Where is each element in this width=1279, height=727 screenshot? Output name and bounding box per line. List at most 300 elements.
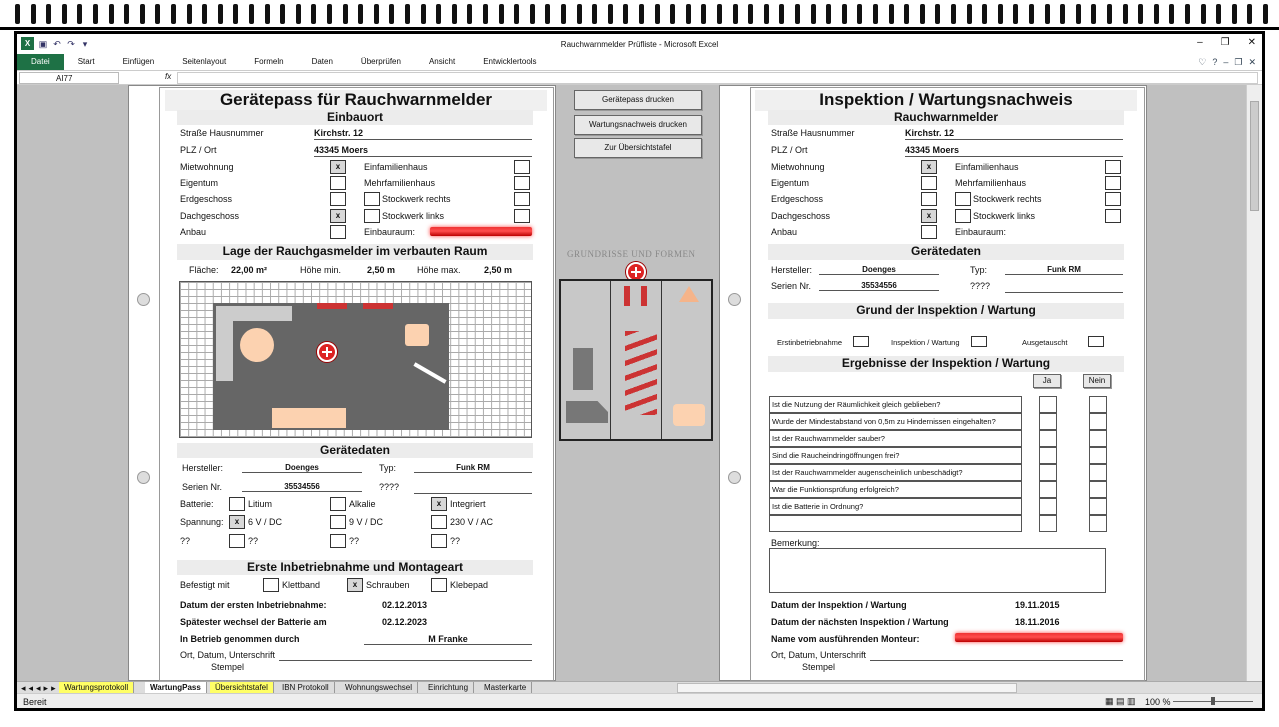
eigentum-label: Eigentum: [180, 178, 219, 188]
palette-divider: [661, 281, 662, 439]
tab-entwicklertools[interactable]: Entwicklertools: [483, 57, 537, 66]
lage-heading: Lage der Rauchgasmelder im verbauten Raum: [177, 244, 533, 260]
r-stockwerk-links-label: Stockwerk links: [973, 211, 1036, 221]
ort-label: Ort, Datum, Unterschrift: [180, 650, 276, 660]
spiral-ring: [998, 4, 1003, 24]
punch-hole: [137, 293, 150, 306]
spiral-ring: [1169, 4, 1174, 24]
monteur-highlight[interactable]: [955, 633, 1123, 642]
plz-line: [314, 156, 532, 157]
klebepad-checkbox[interactable]: [431, 578, 447, 592]
uebersichtstafel-button[interactable]: Zur Übersichtstafel: [574, 138, 702, 158]
excel-icon[interactable]: X: [21, 37, 34, 50]
spiral-ring: [1013, 4, 1018, 24]
r-erdgeschoss-label: Erdgeschoss: [771, 194, 824, 204]
r-stockwerk-rechts-label: Stockwerk rechts: [973, 194, 1042, 204]
getauscht-checkbox[interactable]: [1088, 336, 1104, 347]
scroll-thumb[interactable]: [1250, 101, 1259, 211]
ja-checkbox[interactable]: [1039, 481, 1057, 498]
window-mark: [363, 303, 393, 309]
flaeche-label: Fläche:: [189, 265, 219, 275]
r-plz-label: PLZ / Ort: [771, 145, 808, 155]
notebook-spiral: [0, 0, 1279, 30]
street-line: [314, 139, 532, 140]
ja-checkbox[interactable]: [1039, 430, 1057, 447]
v9-checkbox[interactable]: [330, 515, 346, 529]
r-einfamilienhaus-label: Einfamilienhaus: [955, 162, 1019, 172]
shape-window[interactable]: [641, 286, 647, 306]
expand-ribbon-icon[interactable]: ♡: [1198, 57, 1207, 67]
title-bar: [17, 34, 1262, 54]
betrieb-value[interactable]: M Franke: [364, 634, 532, 645]
status-bar: [17, 693, 1262, 708]
r-street-line: [905, 139, 1123, 140]
eigentum-checkbox[interactable]: [330, 176, 346, 190]
round-table: [240, 328, 274, 362]
spiral-ring: [795, 4, 800, 24]
right-title: Inspektion / Wartungsnachweis: [755, 90, 1137, 111]
inspektion-datum-label: Datum der Inspektion / Wartung: [771, 600, 907, 610]
shape-triangle[interactable]: [679, 286, 699, 302]
naechste-datum: 18.11.2016: [1015, 617, 1060, 627]
wall-piece: [216, 306, 292, 321]
r-stockwerk-rechts-checkbox[interactable]: [1105, 192, 1121, 206]
worksheet[interactable]: [17, 85, 1249, 681]
r-dachgeschoss-checkbox[interactable]: x: [921, 209, 937, 223]
spiral-ring: [530, 4, 535, 24]
einbauort-heading: Einbauort: [177, 110, 533, 125]
palette-divider: [610, 281, 611, 439]
r-serien-value[interactable]: 35534556: [819, 281, 939, 291]
tab-nav-arrows[interactable]: ◂◂◂▸▸: [21, 683, 59, 693]
spiral-ring: [967, 4, 972, 24]
spiral-ring: [1154, 4, 1159, 24]
plz-value: 43345 Moers: [314, 145, 369, 155]
nein-checkbox[interactable]: [1089, 498, 1107, 515]
hmax-label: Höhe max.: [417, 265, 461, 275]
geraetepass-drucken-button[interactable]: Gerätepass drucken: [574, 90, 702, 110]
stockwerk-rechts-label: Stockwerk rechts: [382, 194, 451, 204]
spiral-ring: [499, 4, 504, 24]
spiral-ring: [686, 4, 691, 24]
r-street-value: Kirchstr. 12: [905, 128, 955, 138]
ort-line: [279, 660, 532, 661]
tab-ueberpruefen[interactable]: Überprüfen: [360, 57, 401, 66]
save-icon[interactable]: ▣: [38, 38, 48, 49]
shape-window[interactable]: [624, 286, 630, 306]
view-buttons[interactable]: ▦ ▤ ▥: [1105, 696, 1136, 706]
einbauraum-label: Einbauraum:: [364, 227, 416, 237]
question-row[interactable]: Ist die Nutzung der Räumlichkeit gleich geblieben?: [769, 396, 1022, 413]
nein-checkbox[interactable]: [1089, 464, 1107, 481]
spiral-ring: [311, 4, 316, 24]
anbau-checkbox[interactable]: [330, 225, 346, 239]
spiral-ring: [1091, 4, 1096, 24]
spiral-ring: [1076, 4, 1081, 24]
name-box[interactable]: AI77: [19, 72, 119, 84]
spiral-ring: [811, 4, 816, 24]
hersteller-value[interactable]: Doenges: [242, 463, 362, 473]
stockwerk-links-label: Stockwerk links: [382, 211, 445, 221]
inbetriebnahme-label: Datum der ersten Inbetriebnahme:: [180, 600, 327, 610]
nein-checkbox[interactable]: [1089, 481, 1107, 498]
flaeche-value: 22,00 m²: [231, 265, 268, 275]
tab-ansicht[interactable]: Ansicht: [428, 57, 456, 66]
redo-icon[interactable]: ↷: [67, 38, 75, 49]
plz-label: PLZ / Ort: [180, 145, 217, 155]
spiral-ring: [296, 4, 301, 24]
mietwohnung-checkbox[interactable]: x: [330, 160, 346, 174]
r-erdgeschoss-checkbox[interactable]: [921, 192, 937, 206]
getauscht-label: Ausgetauscht: [1022, 338, 1068, 347]
tab-datei[interactable]: Datei: [17, 54, 64, 70]
stockwerk-links-box[interactable]: [364, 209, 380, 223]
qq-label: ??: [180, 536, 191, 546]
spiral-ring: [545, 4, 550, 24]
spiral-ring: [639, 4, 644, 24]
fx-icon[interactable]: fx: [165, 72, 172, 81]
spiral-ring: [389, 4, 394, 24]
close-doc-icon[interactable]: ✕: [1248, 57, 1256, 67]
stempel-label: Stempel: [211, 662, 245, 672]
batterie-wechsel-label: Spätester wechsel der Batterie am: [180, 617, 327, 627]
spiral-ring: [374, 4, 379, 24]
sheet-tab-ibn-protokoll[interactable]: IBN Protokoll: [277, 682, 335, 694]
spiral-ring: [249, 4, 254, 24]
spiral-ring: [1185, 4, 1190, 24]
tab-einfuegen[interactable]: Einfügen: [122, 57, 155, 66]
alkalie-checkbox[interactable]: [330, 497, 346, 511]
window-title: Rauchwarnmelder Prüfliste - Microsoft Excel: [560, 40, 719, 49]
r-mietwohnung-checkbox[interactable]: x: [921, 160, 937, 174]
r-ort-label: Ort, Datum, Unterschrift: [771, 650, 867, 660]
spiral-ring: [826, 4, 831, 24]
spiral-ring: [935, 4, 940, 24]
r-serien-label: Serien Nr.: [771, 281, 812, 291]
r-eigentum-checkbox[interactable]: [921, 176, 937, 190]
befestigt-label: Befestigt mit: [180, 580, 230, 590]
question-row[interactable]: Sind die Raucheindringöffnungen frei?: [769, 447, 1022, 464]
serien-value[interactable]: 35534556: [242, 482, 362, 492]
nein-checkbox[interactable]: [1089, 430, 1107, 447]
mehrfamilienhaus-label: Mehrfamilienhaus: [364, 178, 436, 188]
spiral-ring: [421, 4, 426, 24]
ja-checkbox[interactable]: [1039, 413, 1057, 430]
ja-checkbox[interactable]: [1039, 396, 1057, 413]
spiral-ring: [748, 4, 753, 24]
schrauben-label: Schrauben: [366, 580, 410, 590]
einbauraum-highlight[interactable]: [430, 227, 532, 236]
spiral-ring: [1107, 4, 1112, 24]
spiral-ring: [280, 4, 285, 24]
spiral-ring: [155, 4, 160, 24]
spiral-ring: [842, 4, 847, 24]
r-geraetedaten-heading: Gerätedaten: [768, 244, 1124, 260]
shape-rect[interactable]: [573, 348, 593, 390]
spiral-ring: [670, 4, 675, 24]
inbetrieb-heading: Erste Inbetriebnahme und Montageart: [177, 560, 533, 575]
zoom-level: 100 %: [1145, 697, 1171, 707]
question-row[interactable]: Ist der Rauchwarnmelder augenscheinlich unbeschädigt?: [769, 464, 1022, 481]
status-ready: Bereit: [23, 697, 47, 707]
r-hersteller-value[interactable]: Doenges: [819, 265, 939, 275]
integriert-checkbox[interactable]: x: [431, 497, 447, 511]
v230-checkbox[interactable]: [431, 515, 447, 529]
window-mark: [317, 303, 347, 309]
spiral-ring: [358, 4, 363, 24]
minimize-icon[interactable]: –: [1197, 37, 1203, 48]
ja-header[interactable]: Ja: [1033, 374, 1061, 388]
help-icon[interactable]: ?: [1212, 57, 1218, 67]
shape-stairs[interactable]: [625, 331, 657, 415]
nein-checkbox[interactable]: [1089, 515, 1107, 532]
question-row[interactable]: War die Funktionsprüfung erfolgreich?: [769, 481, 1022, 498]
horizontal-scrollbar[interactable]: [677, 683, 1017, 693]
spiral-ring: [171, 4, 176, 24]
einfamilienhaus-label: Einfamilienhaus: [364, 162, 428, 172]
batterie-wechsel-date: 02.12.2023: [382, 617, 428, 627]
tab-seitenlayout[interactable]: Seitenlayout: [182, 57, 227, 66]
nein-header[interactable]: Nein: [1083, 374, 1111, 388]
restore-icon[interactable]: ❐: [1220, 37, 1230, 48]
smoke-detector-icon[interactable]: [317, 342, 337, 362]
vertical-scrollbar[interactable]: [1246, 85, 1262, 681]
punch-hole: [728, 293, 741, 306]
spiral-ring: [436, 4, 441, 24]
r-stockwerk-rechts-box[interactable]: [955, 192, 971, 206]
r-stempel-label: Stempel: [802, 662, 836, 672]
spiral-ring: [779, 4, 784, 24]
r-mehrfamilienhaus-label: Mehrfamilienhaus: [955, 178, 1027, 188]
spiral-ring: [717, 4, 722, 24]
v9-label: 9 V / DC: [349, 517, 384, 527]
ja-checkbox[interactable]: [1039, 498, 1057, 515]
street-label: Straße Hausnummer: [180, 128, 264, 138]
klettband-label: Klettband: [282, 580, 321, 590]
spiral-ring: [77, 4, 82, 24]
betrieb-label: In Betrieb genommen durch: [180, 634, 300, 644]
batterie-label: Batterie:: [180, 499, 214, 509]
r-q4-label: ????: [970, 281, 991, 291]
question-row[interactable]: Wurde der Mindestabstand von 0,5m zu Hindernissen eingehalten?: [769, 413, 1022, 430]
spiral-ring: [764, 4, 769, 24]
spiral-ring: [343, 4, 348, 24]
spiral-ring: [218, 4, 223, 24]
r-einfamilienhaus-checkbox[interactable]: [1105, 160, 1121, 174]
r-stockwerk-links-checkbox[interactable]: [1105, 209, 1121, 223]
r-eigentum-label: Eigentum: [771, 178, 810, 188]
qq-label: ??: [248, 536, 259, 546]
sheet-tab-wohnungswechsel[interactable]: Wohnungswechsel: [340, 682, 418, 694]
stockwerk-rechts-checkbox[interactable]: [514, 192, 530, 206]
typ-label: Typ:: [379, 463, 397, 473]
shape-chair[interactable]: [673, 404, 705, 426]
spiral-ring: [46, 4, 51, 24]
ja-checkbox[interactable]: [1039, 464, 1057, 481]
mehrfamilienhaus-checkbox[interactable]: [514, 176, 530, 190]
stockwerk-links-checkbox[interactable]: [514, 209, 530, 223]
anbau-label: Anbau: [180, 227, 207, 237]
spiral-ring: [904, 4, 909, 24]
spiral-ring: [1247, 4, 1252, 24]
undo-icon[interactable]: ↶: [53, 38, 61, 49]
r-ort-line: [870, 660, 1123, 661]
r-hersteller-label: Hersteller:: [771, 265, 813, 275]
nein-checkbox[interactable]: [1089, 396, 1107, 413]
qq-label: ??: [450, 536, 461, 546]
mietwohnung-label: Mietwohnung: [180, 162, 234, 172]
spannung-label: Spannung:: [180, 517, 224, 527]
bemerkung-label: Bemerkung:: [771, 538, 820, 548]
spiral-ring: [202, 4, 207, 24]
qq-checkbox-1[interactable]: [229, 534, 245, 548]
spiral-ring: [93, 4, 98, 24]
v6-label: 6 V / DC: [248, 517, 283, 527]
spiral-ring: [592, 4, 597, 24]
r-plz-line: [905, 156, 1123, 157]
integriert-label: Integriert: [450, 499, 486, 509]
spiral-ring: [655, 4, 660, 24]
geraetedaten-heading: Gerätedaten: [177, 443, 533, 458]
spiral-ring: [265, 4, 270, 24]
r-anbau-label: Anbau: [771, 227, 798, 237]
customize-icon[interactable]: ▾: [82, 38, 88, 49]
erdgeschoss-label: Erdgeschoss: [180, 194, 233, 204]
q4-label: ????: [379, 482, 400, 492]
spiral-ring: [623, 4, 628, 24]
spiral-ring: [452, 4, 457, 24]
typ-value[interactable]: Funk RM: [414, 463, 532, 473]
min-doc-icon[interactable]: –: [1223, 57, 1229, 67]
spiral-ring: [1216, 4, 1221, 24]
spiral-ring: [1201, 4, 1206, 24]
sheet-tab-wartungpass[interactable]: WartungPass: [145, 682, 207, 694]
spiral-ring: [62, 4, 67, 24]
spiral-ring: [405, 4, 410, 24]
sheet-tab-einrichtung[interactable]: Einrichtung: [423, 682, 474, 694]
hmin-label: Höhe min.: [300, 265, 342, 275]
stockwerk-rechts-box[interactable]: [364, 192, 380, 206]
ribbon-tabs: [17, 54, 1262, 70]
qq-checkbox-3[interactable]: [431, 534, 447, 548]
spiral-ring: [124, 4, 129, 24]
tab-formeln[interactable]: Formeln: [254, 57, 284, 66]
zoom-slider-thumb[interactable]: [1211, 697, 1215, 705]
excel-window: [14, 31, 1265, 711]
question-row-empty[interactable]: [769, 515, 1022, 532]
punch-hole: [728, 471, 741, 484]
r-dachgeschoss-label: Dachgeschoss: [771, 211, 831, 221]
monteur-label: Name vom ausführenden Monteur:: [771, 634, 920, 644]
tab-start[interactable]: Start: [77, 57, 95, 66]
spiral-ring: [873, 4, 878, 24]
spiral-ring: [1045, 4, 1050, 24]
restore-doc-icon[interactable]: ❐: [1234, 57, 1243, 67]
spiral-ring: [187, 4, 192, 24]
qq-checkbox-2[interactable]: [330, 534, 346, 548]
spiral-ring: [561, 4, 566, 24]
spiral-ring: [140, 4, 145, 24]
r-typ-label: Typ:: [970, 265, 988, 275]
sofa: [272, 408, 346, 428]
question-row[interactable]: Ist die Batterie in Ordnung?: [769, 498, 1022, 515]
spiral-ring: [109, 4, 114, 24]
litium-checkbox[interactable]: [229, 497, 245, 511]
r-street-label: Straße Hausnummer: [771, 128, 855, 138]
dachgeschoss-checkbox[interactable]: x: [330, 209, 346, 223]
v6-checkbox[interactable]: x: [229, 515, 245, 529]
sheet-tab-masterkarte[interactable]: Masterkarte: [479, 682, 532, 694]
spiral-ring: [514, 4, 519, 24]
floor-plan-grid[interactable]: [179, 281, 532, 438]
wartungsnachweis-drucken-button[interactable]: Wartungsnachweis drucken: [574, 115, 702, 135]
spiral-ring: [982, 4, 987, 24]
spiral-ring: [577, 4, 582, 24]
inspektion-label: Inspektion / Wartung: [891, 338, 960, 347]
ergebnisse-heading: Ergebnisse der Inspektion / Wartung: [768, 356, 1124, 372]
hmin-value: 2,50 m: [367, 265, 396, 275]
formula-input[interactable]: [177, 72, 1258, 84]
tab-daten[interactable]: Daten: [311, 57, 333, 66]
spiral-ring: [483, 4, 488, 24]
spiral-ring: [951, 4, 956, 24]
spiral-ring: [467, 4, 472, 24]
sheet-tab-wartungsprotokoll[interactable]: Wartungsprotokoll: [59, 682, 134, 694]
spiral-ring: [1123, 4, 1128, 24]
bemerkung-textarea[interactable]: [769, 548, 1106, 593]
qq-label: ??: [349, 536, 360, 546]
formula-bar: [17, 70, 1262, 85]
r-typ-value[interactable]: Funk RM: [1005, 265, 1123, 275]
erst-checkbox[interactable]: [853, 336, 869, 347]
ja-checkbox[interactable]: [1039, 447, 1057, 464]
klebepad-label: Klebepad: [450, 580, 489, 590]
spiral-ring: [15, 4, 20, 24]
inspektion-checkbox[interactable]: [971, 336, 987, 347]
nein-checkbox[interactable]: [1089, 447, 1107, 464]
sheet-tab-uebersichtstafel[interactable]: Übersichtstafel: [210, 682, 274, 694]
erst-label: Erstinbetriebnahme: [777, 338, 843, 347]
r-stockwerk-links-box[interactable]: [955, 209, 971, 223]
spiral-ring: [1060, 4, 1065, 24]
einfamilienhaus-checkbox[interactable]: [514, 160, 530, 174]
schrauben-checkbox[interactable]: x: [347, 578, 363, 592]
v230-label: 230 V / AC: [450, 517, 494, 527]
close-icon[interactable]: ✕: [1247, 37, 1256, 48]
shapes-palette[interactable]: [559, 279, 713, 441]
q4-line: [414, 493, 532, 494]
sheet-tabs: [17, 681, 1262, 693]
question-row[interactable]: Ist der Rauchwarnmelder sauber?: [769, 430, 1022, 447]
spiral-ring: [608, 4, 613, 24]
spiral-ring: [1232, 4, 1237, 24]
dachgeschoss-label: Dachgeschoss: [180, 211, 240, 221]
spiral-ring: [327, 4, 332, 24]
r-mehrfamilienhaus-checkbox[interactable]: [1105, 176, 1121, 190]
shape-corner[interactable]: [566, 401, 608, 423]
inspektion-datum: 19.11.2015: [1015, 600, 1060, 610]
klettband-checkbox[interactable]: [263, 578, 279, 592]
r-plz-value: 43345 Moers: [905, 145, 960, 155]
nein-checkbox[interactable]: [1089, 413, 1107, 430]
spiral-ring: [889, 4, 894, 24]
r-anbau-checkbox[interactable]: [921, 225, 937, 239]
alkalie-label: Alkalie: [349, 499, 376, 509]
street-value: Kirchstr. 12: [314, 128, 364, 138]
ja-checkbox[interactable]: [1039, 515, 1057, 532]
erdgeschoss-checkbox[interactable]: [330, 192, 346, 206]
hmax-value: 2,50 m: [484, 265, 513, 275]
